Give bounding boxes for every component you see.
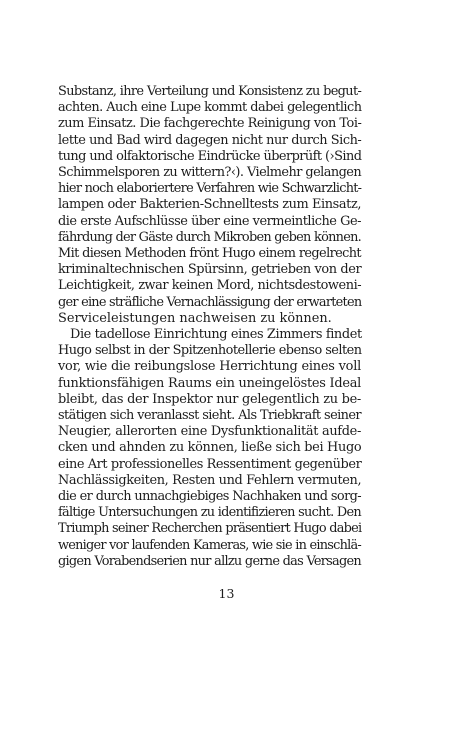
- text-line: Schimmelsporen zu wittern?‹). Vielmehr gelangen: [58, 165, 362, 181]
- paragraph-1: [58, 84, 361, 327]
- text-line: Mit diesen Methoden frönt Hugo einem regelrecht: [58, 246, 361, 262]
- text-line: Serviceleistungen nachweisen zu können.: [58, 310, 332, 326]
- text-line: fährdung der Gäste durch Mikroben geben können.: [58, 229, 361, 245]
- text-line: fältige Untersuchungen zu identifizieren sucht. Den: [58, 505, 361, 521]
- text-line: Neugier, allerorten eine Dysfunktionalität aufde-: [58, 424, 361, 440]
- text-line: kriminaltechnischen Spürsinn, getrieben von der: [58, 262, 362, 278]
- text-line: stätigen sich veranlasst sieht. Als Triebkraft seiner: [58, 408, 361, 424]
- text-line: bleibt, das der Inspektor nur gelegentlich zu be-: [58, 391, 361, 407]
- page-number: 13: [218, 586, 235, 601]
- text-line: zum Einsatz. Die fachgerechte Reinigung von Toi-: [58, 116, 362, 132]
- text-line: die erste Aufschlüsse über eine vermeintliche Ge-: [58, 213, 361, 229]
- text-line: lampen oder Bakterien-Schnelltests zum Einsatz,: [58, 197, 362, 213]
- text-line: lette und Bad wird dagegen nicht nur durch Sich-: [58, 132, 362, 148]
- text-line: tung und olfaktorische Eindrücke überprüft (›Sind: [58, 148, 362, 164]
- text-line: hier noch elaboriertere Verfahren wie Schwarzlicht-: [58, 181, 362, 197]
- text-line: die er durch unnachgiebiges Nachhaken und sorg-: [58, 489, 361, 505]
- body-text: [58, 84, 361, 570]
- text-line: Nachlässigkeiten, Resten und Fehlern vermuten,: [58, 472, 362, 488]
- text-line: funktionsfähigen Raums ein uneingelöstes Ideal: [58, 375, 361, 391]
- text-line: Die tadellose Einrichtung eines Zimmers findet: [70, 327, 362, 343]
- text-line: vor, wie die reibungslose Herrichtung eines voll: [58, 359, 361, 375]
- text-line: Leichtigkeit, zwar keinen Mord, nichtsdestoweni-: [58, 278, 362, 294]
- text-line: Hugo selbst in der Spitzenhotellerie ebenso selten: [58, 343, 362, 359]
- text-line: ger eine sträfliche Vernachlässigung der erwarteten: [58, 294, 362, 310]
- text-line: Triumph seiner Recherchen präsentiert Hugo dabei: [58, 521, 362, 537]
- text-line: eine Art professionelles Ressentiment gegenüber: [58, 456, 362, 472]
- text-line: gigen Vorabendserien nur allzu gerne das Versagen: [58, 553, 361, 569]
- text-line: Substanz, ihre Verteilung und Konsistenz zu begut-: [58, 84, 362, 99]
- text-line: achten. Auch eine Lupe kommt dabei gelegentlich: [58, 100, 362, 116]
- text-line: cken und ahnden zu können, ließe sich bei Hugo: [58, 440, 362, 456]
- text-line: weniger vor laufenden Kameras, wie sie in einschlä-: [58, 537, 361, 553]
- paragraph-2: [58, 327, 361, 570]
